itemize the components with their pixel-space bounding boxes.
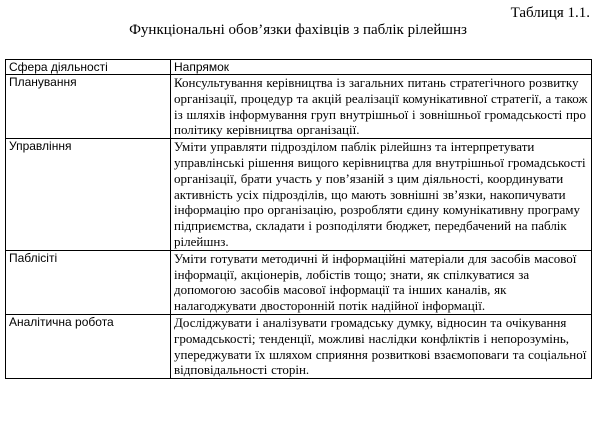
table-row (6, 250, 592, 314)
header-direction: Напрямок (171, 60, 592, 75)
functions-table (5, 59, 592, 379)
row-direction-cell: Уміти управляти підрозділом паблік рілейшнз та інтерпретувати управлінські рішення вищого керівництва для внутрішньої громадськості організації, брати участь у пов’язаній з цим діяльності, координувати активність усіх підрозділів, що мають зовнішні зв’язки, накопичувати інформацію про організацію, розробляти єдину комунікативну програму підприємства, складати і розподіляти бюджет, передбачений на паблік рілейшнз. (171, 139, 592, 251)
row-direction-cell: Уміти готувати методичні й інформаційні матеріали для засобів масової інформації, акціонерів, лобістів тощо; знати, як спілкуватися за допомогою засобів масової інформації та інших каналів, як налагоджувати двосторонній потік надійної інформації. (171, 250, 592, 314)
table-number: Таблиця 1.1. (510, 5, 590, 21)
row-area-cell: Планування (6, 75, 171, 139)
row-direction-cell: Консультування керівництва із загальних питань стратегічного розвитку організації, процедур та акцій реалізації комунікативної стратегії, а також із шляхів інформування груп внутрішньої і зовнішньої громадськості про політику керівництва організації. (171, 75, 592, 139)
table-row (6, 75, 592, 139)
table-title: Функціональні обов’язки фахівців з паблік рілейшнз (129, 22, 467, 38)
table-header-row (6, 60, 592, 75)
row-area-cell: Аналітична робота (6, 314, 171, 378)
row-area-cell: Паблісіті (6, 250, 171, 314)
table-row (6, 314, 592, 378)
row-direction-cell: Досліджувати і аналізувати громадську думку, відносин та очікування громадськості; тенденції, можливі наслідки конфліктів і непорозумінь, упереджувати їх шляхом сприяння розвиткові взаємоповаги та соціальної відповідальності сторін. (171, 314, 592, 378)
row-area-cell: Управління (6, 139, 171, 251)
table-row (6, 139, 592, 251)
header-area: Сфера діяльності (6, 60, 171, 75)
